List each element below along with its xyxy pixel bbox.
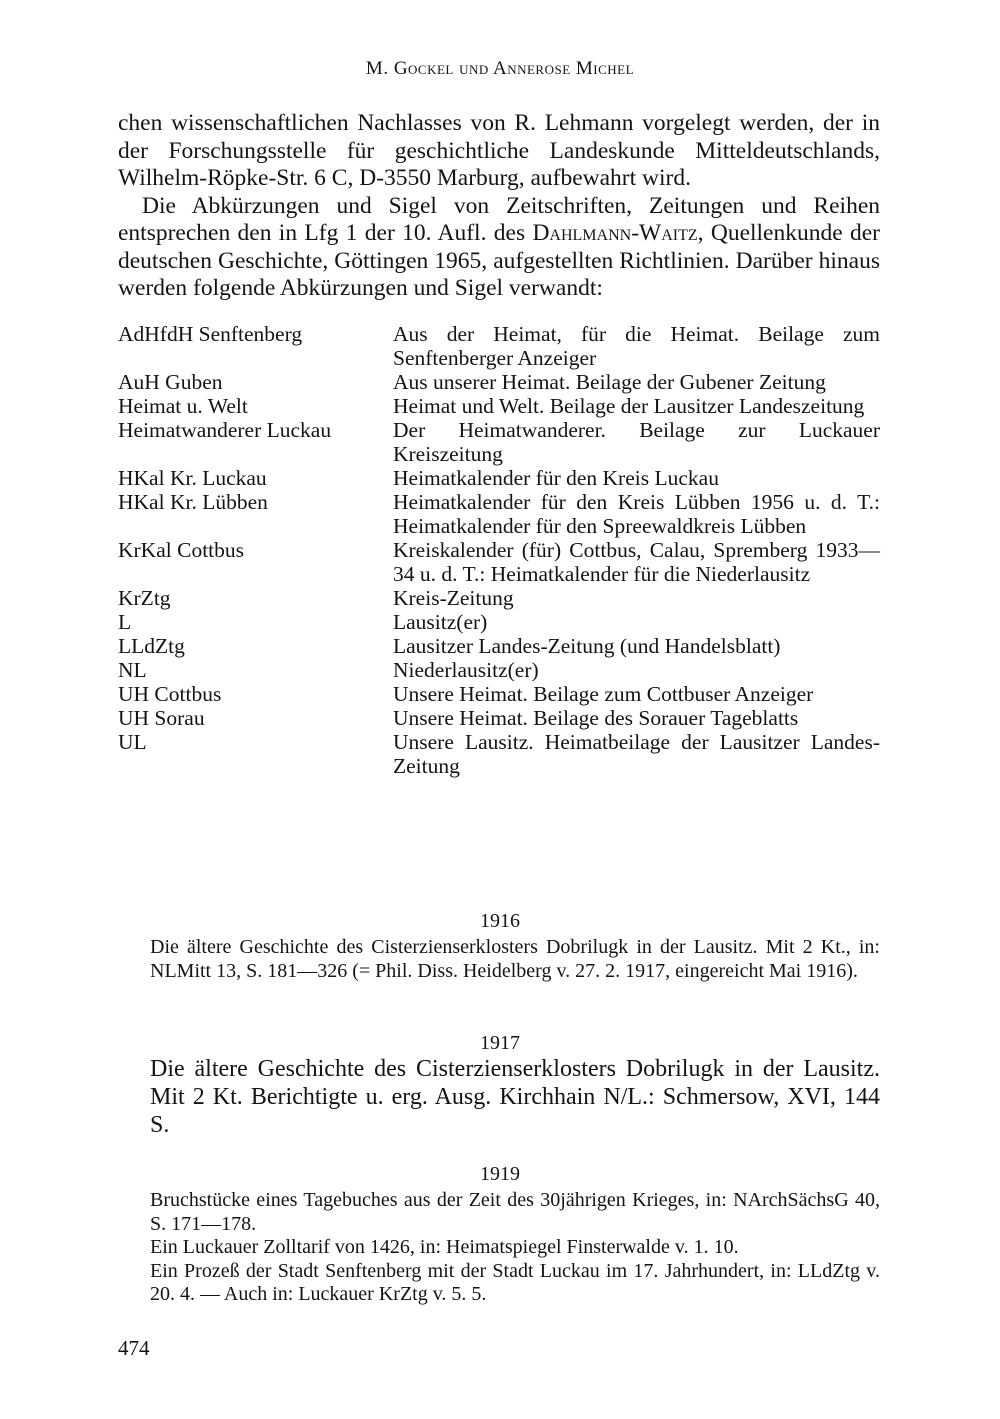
abbreviation-value: Heimat und Welt. Beilage der Lausitzer Landeszeitung bbox=[393, 394, 865, 418]
abbreviation-row bbox=[118, 370, 880, 394]
abbreviation-row bbox=[118, 490, 880, 538]
abbreviation-row bbox=[118, 418, 880, 466]
abbreviation-key: UH Sorau bbox=[118, 706, 205, 730]
abbreviation-key: KrKal Cottbus bbox=[118, 538, 245, 562]
abbreviation-row bbox=[118, 586, 880, 610]
abbreviation-key: KrZtg bbox=[118, 586, 171, 610]
abbreviation-value: Unsere Heimat. Beilage zum Cottbuser Anzeiger bbox=[393, 682, 814, 706]
intro-paragraph-2-start: Die Abkürzungen und Sigel von Zeitschriften, Zeitungen und Reihen entsprechen den in Lfg 1 der 10. Aufl. des bbox=[118, 192, 880, 246]
bibliography-entry-text: Die ältere Geschichte des Cisterzienserklosters Dobrilugk in der Lausitz. Mit 2 Kt. Berichtigte u. erg. Ausg. Kirchhain N/L.: Schmersow, XVI, 144 S. bbox=[150, 1056, 880, 1138]
abbreviation-row bbox=[118, 538, 880, 586]
abbreviation-row bbox=[118, 394, 880, 418]
abbreviation-row bbox=[118, 634, 880, 658]
abbreviation-row bbox=[118, 706, 880, 730]
abbreviation-value: Niederlausitz(er) bbox=[393, 658, 539, 682]
intro-paragraph-1: chen wissenschaftlichen Nachlasses von R. Lehmann vorgelegt werden, der in der Forschungsstelle für geschichtliche Landeskunde Mitteldeutschlands, Wilhelm-Röpke-Str. 6 C, D-3550 Marburg, aufbewahrt wird. bbox=[118, 110, 880, 191]
abbreviation-key: AuH Guben bbox=[118, 370, 223, 394]
bibliography-entry-text: Ein Luckauer Zolltarif von 1426, in: Heimatspiegel Finsterwalde v. 1. 10. bbox=[150, 1236, 739, 1258]
abbreviation-key: L bbox=[118, 610, 132, 634]
bibliography-entry-1916 bbox=[150, 936, 880, 983]
page-number: 474 bbox=[118, 1336, 150, 1360]
abbreviation-key: AdHfdH Senftenberg bbox=[118, 322, 303, 346]
abbreviation-value: Lausitzer Landes-Zeitung (und Handelsblatt) bbox=[393, 634, 781, 658]
abbreviation-value: Kreiskalender (für) Cottbus, Calau, Spremberg 1933—34 u. d. T.: Heimatkalender für die Niederlausitz bbox=[393, 538, 880, 586]
year-heading-1917: 1917 bbox=[480, 1032, 520, 1054]
year-heading-1916: 1916 bbox=[480, 910, 520, 932]
bibliography-entry-text: Bruchstücke eines Tagebuches aus der Zeit des 30jährigen Krieges, in: NArchSächsG 40, S. 171—178. bbox=[150, 1189, 880, 1235]
abbreviation-key: LLdZtg bbox=[118, 634, 185, 658]
abbreviation-key: Heimatwanderer Luckau bbox=[118, 418, 332, 442]
abbreviation-value: Aus der Heimat, für die Heimat. Beilage zum Senftenberger Anzeiger bbox=[393, 322, 880, 370]
bibliography-entry-1917 bbox=[150, 1055, 880, 1139]
intro-paragraph-2 bbox=[118, 193, 880, 303]
abbreviation-row bbox=[118, 322, 880, 370]
intro-text bbox=[118, 110, 880, 303]
abbreviation-value: Der Heimatwanderer. Beilage zur Luckauer Kreiszeitung bbox=[393, 418, 880, 466]
abbreviation-row bbox=[118, 682, 880, 706]
abbreviation-row bbox=[118, 730, 880, 778]
abbreviation-value: Heimatkalender für den Kreis Luckau bbox=[393, 466, 719, 490]
intro-paragraph-2-end: , Quellenkunde der deutschen Geschichte, Göttingen 1965, aufgestellten Richtlinien. Darüber hinaus werden folgende Abkürzungen und Sigel verwandt: bbox=[118, 220, 881, 301]
abbreviation-key: Heimat u. Welt bbox=[118, 394, 248, 418]
abbreviation-value: Kreis-Zeitung bbox=[393, 586, 514, 610]
bibliography-entry-text: Die ältere Geschichte des Cisterzienserklosters Dobrilugk in der Lausitz. Mit 2 Kt., in: NLMitt 13, S. 181—326 (= Phil. Diss. Heidelberg v. 27. 2. 1917, eingereicht Mai 1916). bbox=[150, 936, 880, 982]
abbreviation-key: HKal Kr. Luckau bbox=[118, 466, 267, 490]
running-head: M. Gockel und Annerose Michel bbox=[365, 58, 635, 79]
bibliography-entry-text: Ein Prozeß der Stadt Senftenberg mit der Stadt Luckau im 17. Jahrhundert, in: LLdZtg v. 20. 4. — Auch in: Luckauer KrZtg v. 5. 5. bbox=[150, 1259, 880, 1305]
abbreviation-value: Unsere Heimat. Beilage des Sorauer Tageblatts bbox=[393, 706, 799, 730]
bibliography-entries-1919 bbox=[150, 1189, 880, 1307]
abbreviation-value: Lausitz(er) bbox=[393, 610, 488, 634]
author-name-dahlmann-waitz: Dahlmann-Waitz bbox=[532, 220, 698, 246]
abbreviation-value: Aus unserer Heimat. Beilage der Gubener Zeitung bbox=[393, 370, 826, 394]
abbreviation-key: HKal Kr. Lübben bbox=[118, 490, 268, 514]
abbreviation-row bbox=[118, 610, 880, 634]
abbreviation-key: UH Cottbus bbox=[118, 682, 222, 706]
abbreviation-row bbox=[118, 658, 880, 682]
abbreviation-value: Heimatkalender für den Kreis Lübben 1956 u. d. T.: Heimatkalender für den Spreewaldkreis Lübben bbox=[393, 490, 880, 538]
abbreviation-list bbox=[118, 322, 880, 778]
abbreviation-row bbox=[118, 466, 880, 490]
abbreviation-key: UL bbox=[118, 730, 147, 754]
abbreviation-value: Unsere Lausitz. Heimatbeilage der Lausitzer Landes-Zeitung bbox=[393, 730, 880, 778]
year-heading-1919: 1919 bbox=[480, 1163, 520, 1185]
abbreviation-key: NL bbox=[118, 658, 147, 682]
